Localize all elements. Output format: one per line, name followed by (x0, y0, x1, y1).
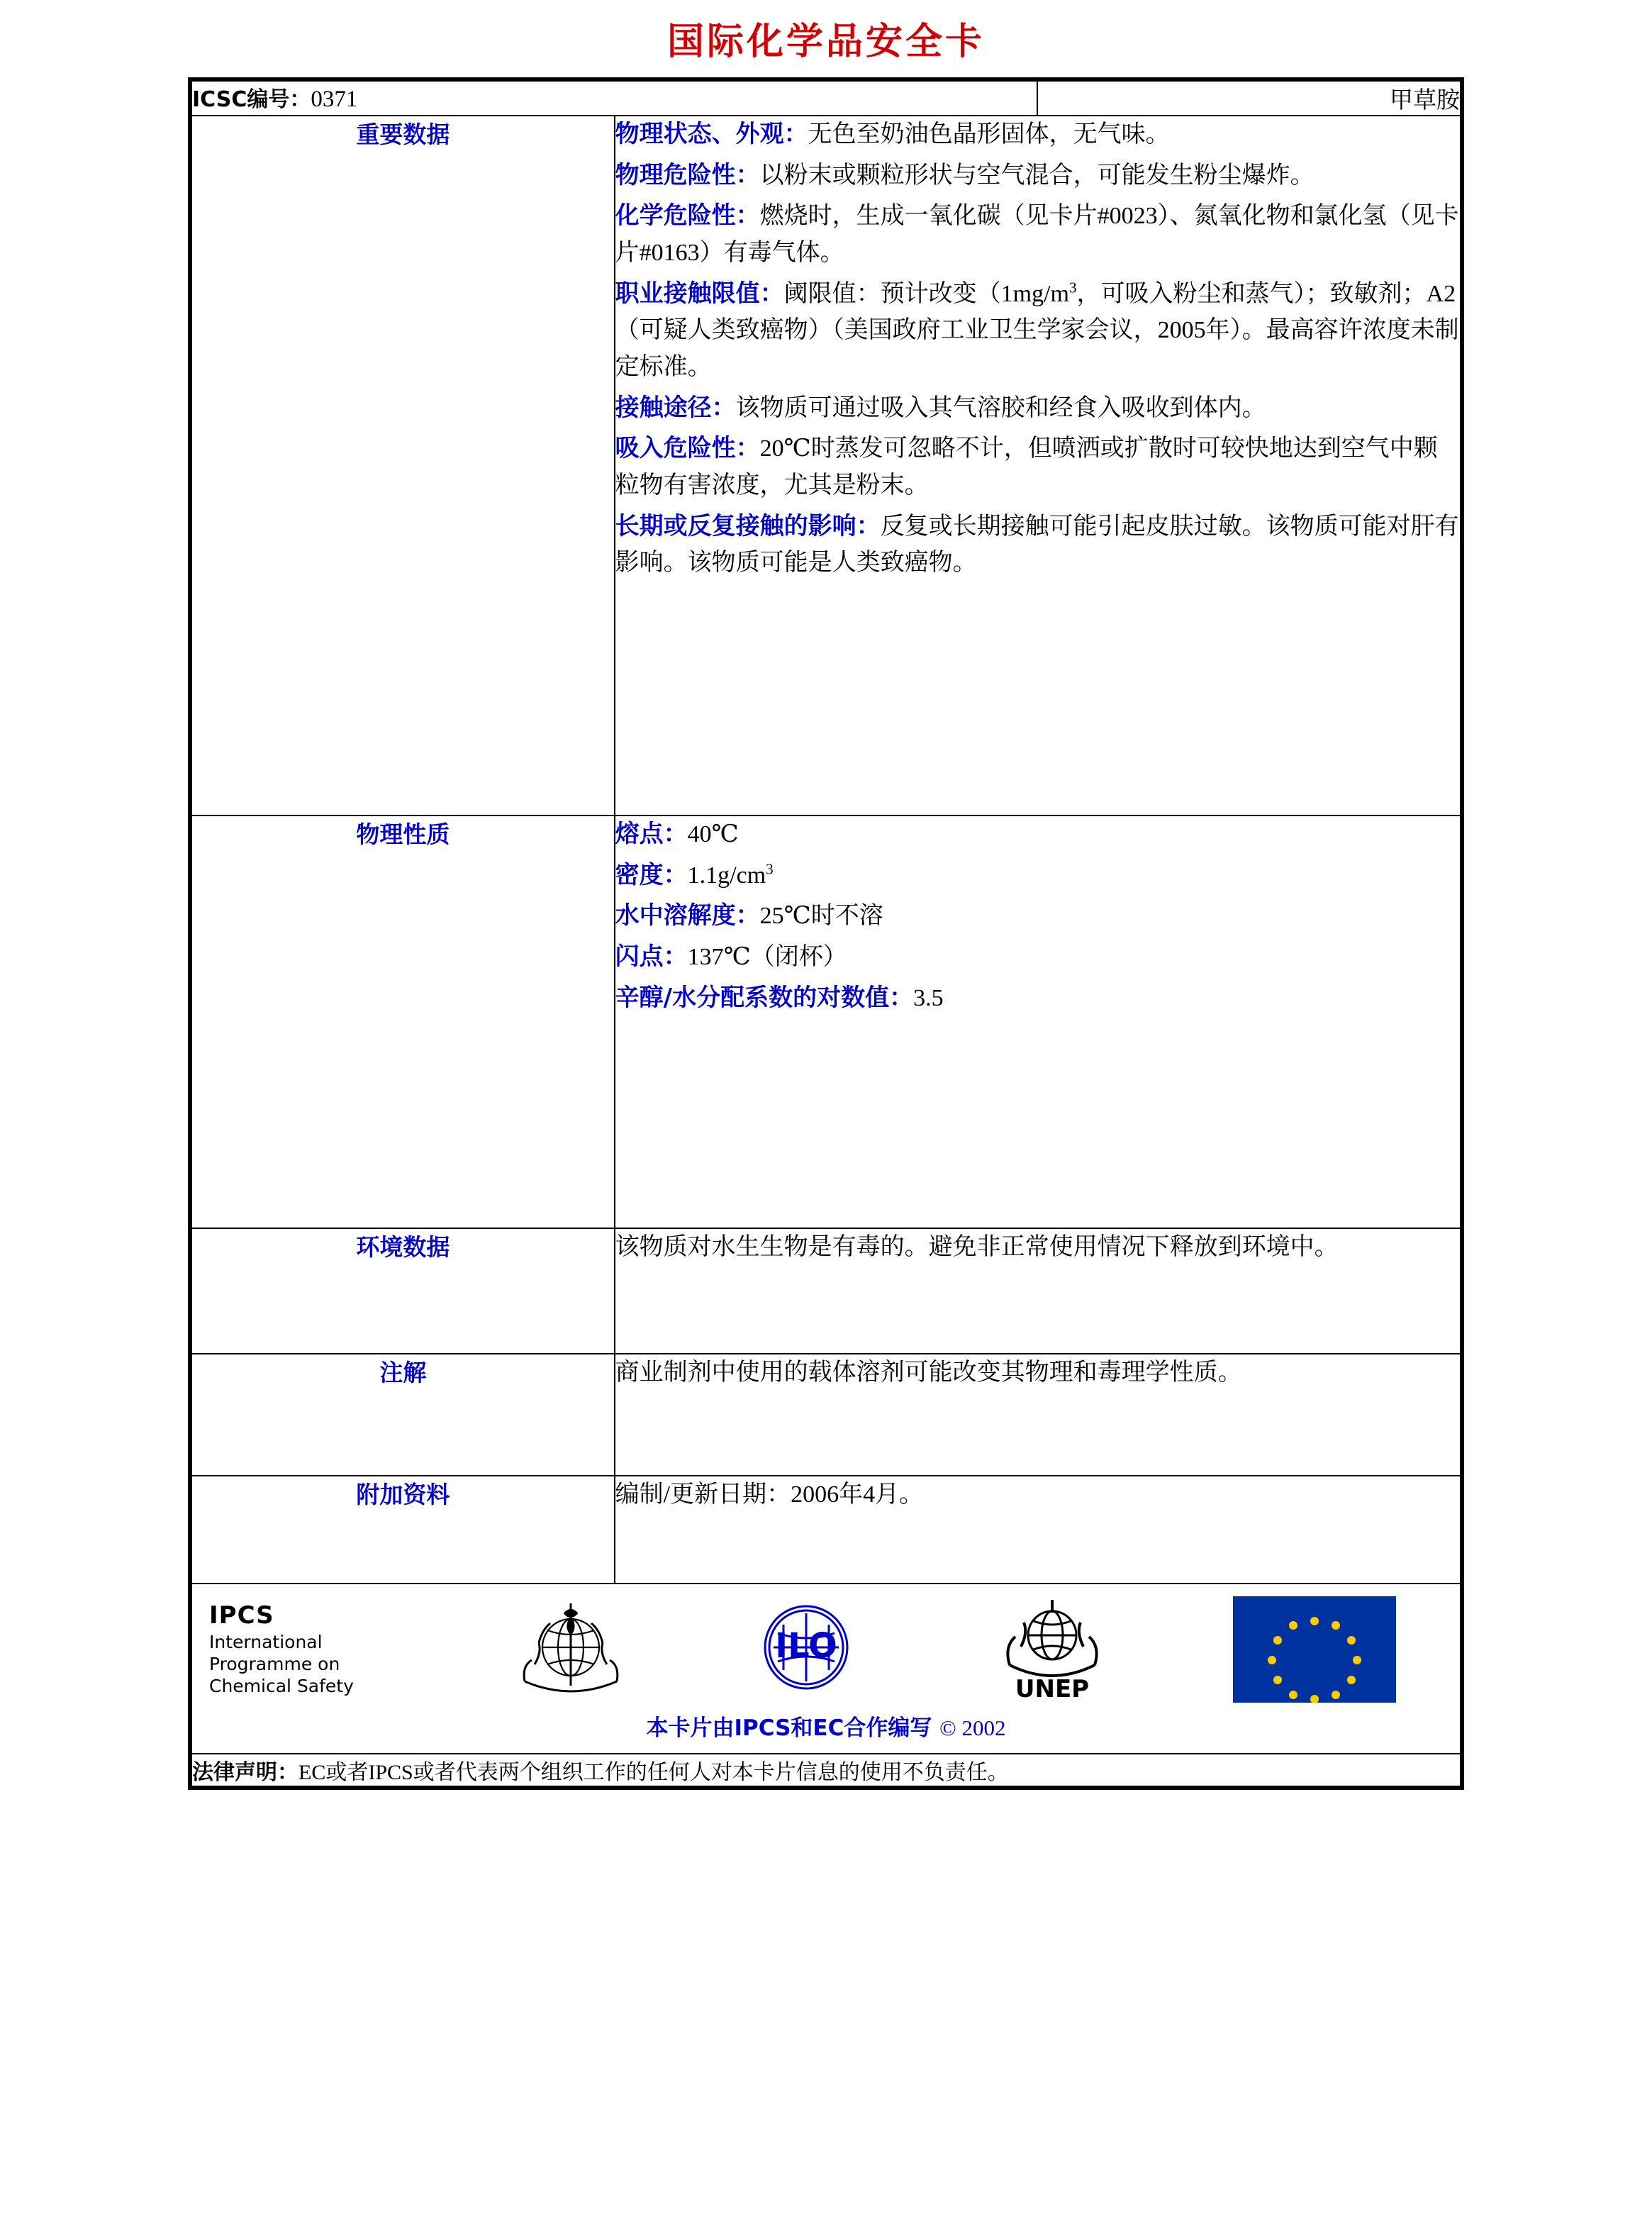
legal-label: 法律声明： (192, 1760, 298, 1785)
row-label-notes: 注解 (191, 1354, 615, 1476)
data-item (615, 276, 1460, 386)
data-item-text: 无色至奶油色晶形固体，无气味。 (808, 121, 1170, 148)
row-label-physical-properties: 物理性质 (191, 816, 615, 1228)
legal-row (191, 1754, 1461, 1786)
data-item-key: 物理状态、外观： (615, 120, 808, 148)
ipcs-text-block (199, 1601, 401, 1697)
additional-info-row (191, 1476, 1461, 1584)
data-item-text: 20℃时蒸发可忽略不计，但喷洒或扩散时可较快地达到空气中颗粒物有害浓度，尤其是粉末。 (615, 435, 1438, 499)
data-item-key: 水中溶解度： (615, 901, 760, 930)
data-item-key: 长期或反复接触的影响： (615, 511, 881, 540)
icsc-card (188, 77, 1464, 1790)
data-item-text: 3.5 (913, 984, 944, 1011)
ipcs-fullname-line3: Chemical Safety (209, 1676, 354, 1697)
data-item (615, 857, 1460, 894)
data-item (615, 816, 1460, 853)
environmental-data-content (615, 1228, 1461, 1354)
data-item-text: 编制/更新日期：2006年4月。 (615, 1481, 924, 1508)
data-item (615, 157, 1460, 194)
data-item-text: 商业制剂中使用的载体溶剂可能改变其物理和毒理学性质。 (615, 1359, 1242, 1386)
physical-properties-row (191, 816, 1461, 1228)
legal-text: EC或者IPCS或者代表两个组织工作的任何人对本卡片信息的使用不负责任。 (298, 1761, 1009, 1784)
important-data-content (615, 116, 1461, 816)
legal-notice-cell (191, 1754, 1461, 1786)
data-item (615, 116, 1460, 153)
data-item-key: 物理危险性： (615, 160, 760, 189)
data-item (615, 390, 1460, 427)
additional-info-content (615, 1476, 1461, 1584)
data-item-text: 137℃（闭杯） (687, 944, 847, 971)
substance-name-cell: 甲草胺 (1037, 81, 1461, 116)
page-title: 国际化学品安全卡 (666, 21, 985, 63)
logo-strip (192, 1584, 1460, 1707)
data-item-text: 25℃时不溶 (759, 903, 883, 930)
data-item-key: 接触途径： (615, 393, 736, 422)
data-item-key: 辛醇/水分配系数的对数值： (615, 983, 914, 1012)
data-item-key: 化学危险性： (615, 201, 760, 230)
unep-logo (981, 1594, 1123, 1704)
data-item-text: 反复或长期接触可能引起皮肤过敏。该物质可能对肝有影响。该物质可能是人类致癌物。 (615, 513, 1459, 577)
data-item (615, 898, 1460, 935)
icsc-number-value: 0371 (311, 87, 358, 112)
ipcs-abbreviation: IPCS (209, 1601, 274, 1630)
data-item-text: 阈限值：预计改变（$1mg/m^3$，可吸入粉尘和蒸气）；致敏剂；A2（可疑人类致癌物）（美国政府工业卫生学家会议，2005年）。最高容许浓度未制定标准。 (615, 279, 1459, 381)
footer-logos-cell (191, 1584, 1461, 1754)
svg-text:UNEP: UNEP (1015, 1675, 1090, 1703)
icsc-number-cell (191, 81, 1037, 116)
data-item-text: 以粉末或颗粒形状与空气混合，可能发生粉尘爆炸。 (759, 162, 1315, 189)
row-label-additional-info: 附加资料 (191, 1476, 615, 1584)
data-item-text: 40℃ (687, 821, 739, 847)
notes-row (191, 1354, 1461, 1476)
data-item (615, 430, 1460, 503)
data-item-text: 该物质对水生生物是有毒的。避免非正常使用情况下释放到环境中。 (615, 1234, 1339, 1260)
data-item (615, 198, 1460, 271)
data-item (615, 980, 1460, 1017)
ilo-logo (741, 1596, 872, 1703)
who-logo (510, 1596, 631, 1703)
important-data-row (191, 116, 1461, 816)
physical-properties-content (615, 816, 1461, 1228)
data-item (615, 508, 1460, 581)
copyright-text: 本卡片由IPCS和EC合作编写 (646, 1715, 932, 1741)
icsc-number-label: ICSC编号： (192, 87, 311, 112)
data-item-key: 密度： (615, 860, 688, 889)
icsc-table (191, 80, 1461, 1787)
svg-text:ILO: ILO (774, 1625, 837, 1666)
card-header-row (191, 81, 1461, 116)
notes-content (615, 1354, 1461, 1476)
row-label-environmental-data: 环境数据 (191, 1228, 615, 1354)
ipcs-fullname-line1: International (209, 1631, 323, 1652)
data-item-text: $1.1g/cm^3$ (687, 860, 774, 889)
data-item-key: 吸入危险性： (615, 434, 760, 463)
data-item-key: 熔点： (615, 820, 688, 848)
data-item-key: 闪点： (615, 942, 688, 972)
footer-logos-row (191, 1584, 1461, 1754)
environmental-data-row (191, 1228, 1461, 1354)
eu-flag-logo (1233, 1596, 1396, 1703)
data-item-key: 职业接触限值： (615, 279, 784, 308)
data-item (615, 939, 1460, 976)
data-item-text: 燃烧时，生成一氧化碳（见卡片#0023）、氮氧化物和氯化氢（见卡片#0163）有毒气体。 (615, 203, 1459, 267)
copyright-mark: © 2002 (939, 1715, 1006, 1740)
ipcs-fullname-line2: Programme on (209, 1654, 340, 1675)
copyright-line (192, 1707, 1460, 1753)
row-label-important-data: 重要数据 (191, 116, 615, 816)
data-item-text: 该物质可通过吸入其气溶胶和经食入吸收到体内。 (735, 394, 1266, 421)
